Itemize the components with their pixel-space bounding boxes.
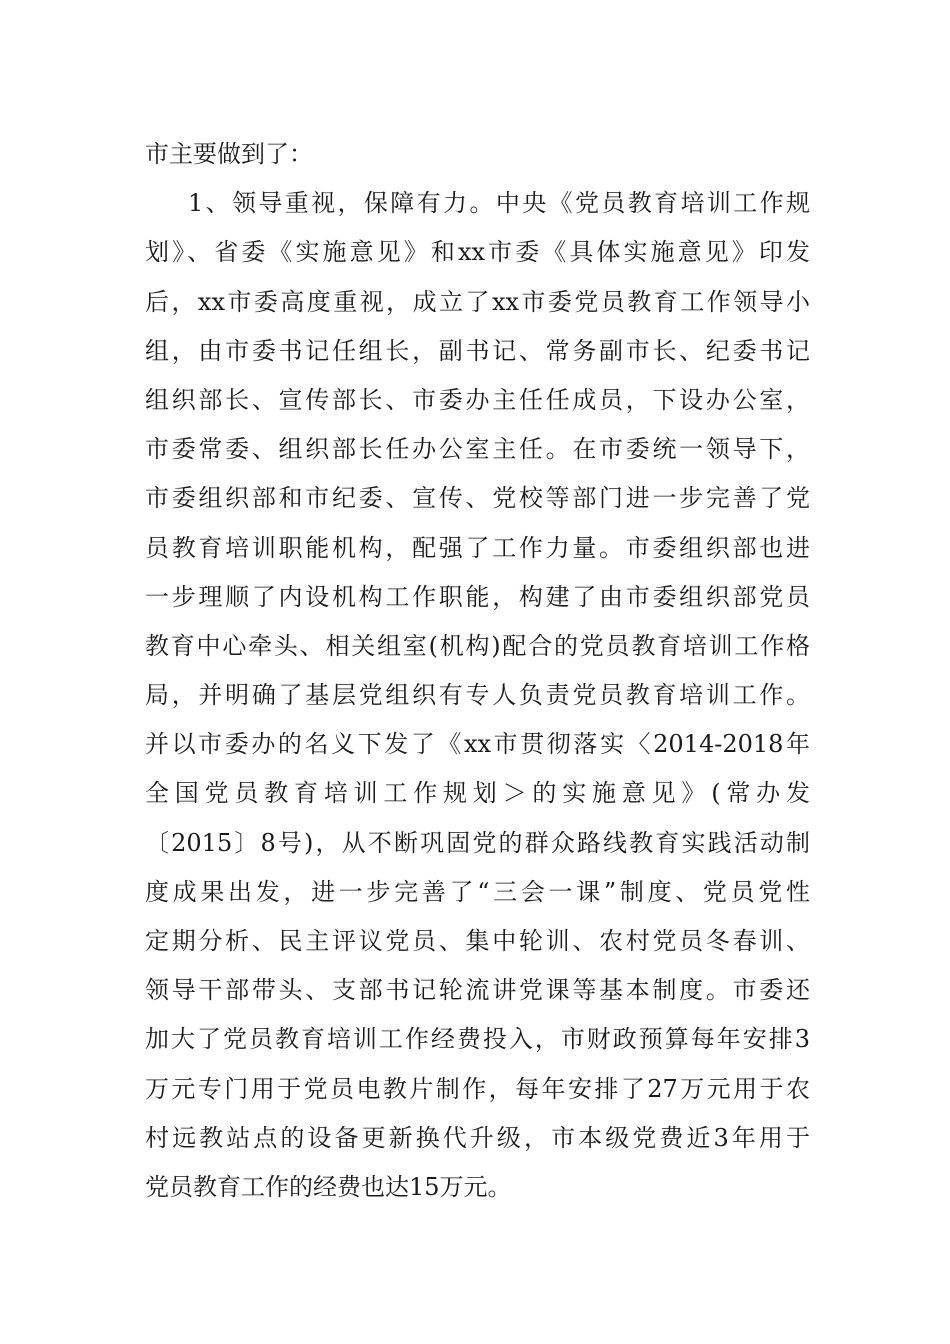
text-line: 市委常委、组织部长任办公室主任。在市委统一领导下， (145, 435, 810, 464)
text-line: 市主要做到了： (145, 140, 313, 168)
text-line: 教育中心牵头、相关组室(机构)配合的党员教育培训工作格 (145, 631, 810, 660)
text-line: 员教育培训职能机构，配强了工作力量。市委组织部也进 (145, 533, 810, 562)
text-line: 〔2015〕8号)，从不断巩固党的群众路线教育实践活动制 (145, 828, 810, 857)
text-line: 全国党员教育培训工作规划＞的实施意见》(常办发 (145, 779, 810, 808)
text-line: 并以市委办的名义下发了《xx市贯彻落实〈2014-2018年 (145, 730, 810, 759)
text-line: 村远教站点的设备更新换代升级，市本级党费近3年用于 (145, 1123, 810, 1152)
text-line: 市委组织部和市纪委、宣传、党校等部门进一步完善了党 (145, 484, 810, 513)
text-line: 组织部长、宣传部长、市委办主任任成员，下设办公室， (145, 385, 810, 414)
text-line: 度成果出发，进一步完善了“三会一课”制度、党员党性 (145, 877, 810, 906)
text-line: 党员教育工作的经费也达15万元。 (145, 1172, 512, 1201)
text-line: 万元专门用于党员电教片制作，每年安排了27万元用于农 (145, 1074, 810, 1103)
text-line: 局，并明确了基层党组织有专人负责党员教育培训工作。 (145, 681, 810, 710)
text-line: 组，由市委书记任组长，副书记、常务副市长、纪委书记 (145, 336, 810, 365)
text-line: 后，xx市委高度重视，成立了xx市委党员教育工作领导小 (145, 287, 810, 316)
text-line: 加大了党员教育培训工作经费投入，市财政预算每年安排3 (145, 1025, 810, 1054)
body-text (145, 130, 810, 1212)
text-line: 领导干部带头、支部书记轮流讲党课等基本制度。市委还 (145, 976, 810, 1005)
text-line: 划》、省委《实施意见》和xx市委《具体实施意见》印发 (145, 238, 810, 267)
text-line: 1、领导重视，保障有力。中央《党员教育培训工作规 (188, 189, 810, 218)
text-line: 定期分析、民主评议党员、集中轮训、农村党员冬春训、 (145, 927, 810, 955)
text-line: 一步理顺了内设机构工作职能，构建了由市委组织部党员 (145, 582, 810, 611)
